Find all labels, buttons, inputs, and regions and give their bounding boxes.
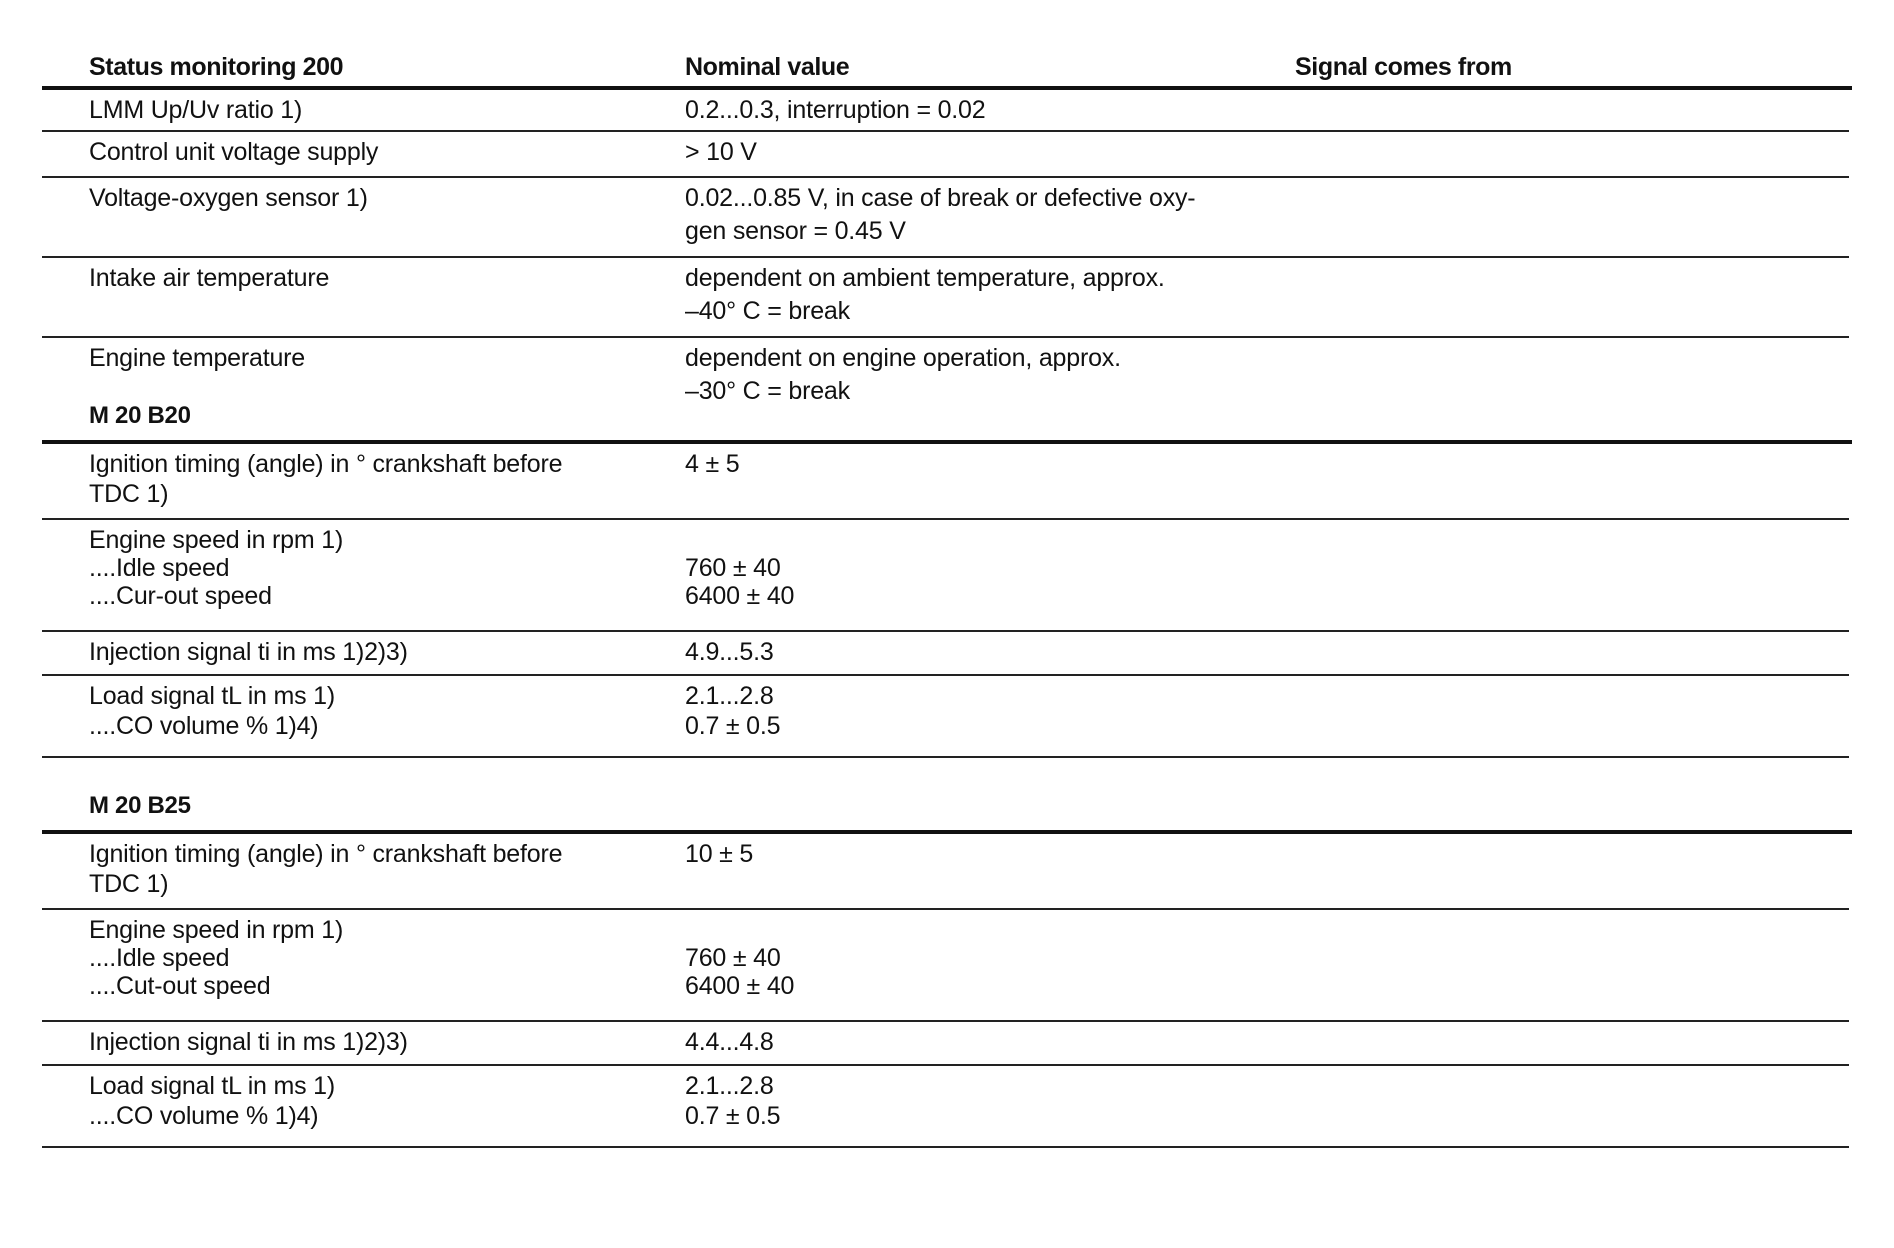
parameter-text: Engine speed in rpm 1) <box>89 916 344 944</box>
nominal-value-cell <box>685 524 1305 608</box>
parameter-text: Engine speed in rpm 1) <box>89 526 344 554</box>
nominal-value-text: 0.02...0.85 V, in case of break or defective oxy- <box>685 184 1196 212</box>
nominal-value-cell <box>685 680 1305 740</box>
parameter-text: ....CO volume % 1)4) <box>89 1102 319 1130</box>
parameter-text: LMM Up/Uv ratio 1) <box>89 96 303 124</box>
nominal-value-text: gen sensor = 0.45 V <box>685 217 906 245</box>
nominal-value-cell <box>685 914 1305 998</box>
nominal-value-text: dependent on ambient temperature, approx. <box>685 264 1165 292</box>
table-row <box>42 676 1852 756</box>
nominal-value-text <box>685 524 1305 552</box>
nominal-value-text: 0.2...0.3, interruption = 0.02 <box>685 96 986 124</box>
row-divider <box>42 1146 1849 1148</box>
nominal-value-cell <box>685 448 1305 478</box>
parameter-text: ....Cur-out speed <box>89 582 272 610</box>
parameter-cell <box>89 448 649 508</box>
status-monitoring-table <box>42 40 1852 1148</box>
section-title: M 20 B20 <box>89 402 191 429</box>
table-row <box>42 132 1852 176</box>
nominal-value-text: –40° C = break <box>685 297 850 325</box>
nominal-value-cell <box>685 838 1305 868</box>
table-row <box>42 834 1852 908</box>
parameter-text: Injection signal ti in ms 1)2)3) <box>89 638 408 666</box>
parameter-cell <box>89 524 649 608</box>
nominal-value-cell <box>685 262 1305 328</box>
parameter-cell <box>89 136 649 169</box>
nominal-value-text: –30° C = break <box>685 377 850 405</box>
nominal-value-cell <box>685 636 1305 666</box>
nominal-value-cell <box>685 182 1305 248</box>
nominal-value-text: 2.1...2.8 <box>685 682 774 710</box>
parameter-cell <box>89 342 649 375</box>
header-nominal-value: Nominal value <box>685 53 850 81</box>
nominal-value-cell <box>685 94 1305 127</box>
nominal-value-cell <box>685 1070 1305 1130</box>
parameter-cell <box>89 636 649 666</box>
table-header <box>42 40 1852 86</box>
nominal-value-text: 4.4...4.8 <box>685 1028 774 1056</box>
engine-sections <box>42 402 1852 1148</box>
table-row <box>42 444 1852 518</box>
parameter-cell <box>89 1070 649 1130</box>
table-row <box>42 90 1852 130</box>
section-heading-row <box>42 788 1852 830</box>
nominal-value-text: 0.7 ± 0.5 <box>685 712 781 740</box>
nominal-value-cell <box>685 136 1305 169</box>
section-heading-row <box>42 402 1852 440</box>
header-status-monitoring: Status monitoring 200 <box>89 53 344 81</box>
parameter-text: Engine temperature <box>89 344 305 372</box>
nominal-value-text: 4 ± 5 <box>685 450 740 478</box>
parameter-text: Control unit voltage supply <box>89 138 379 166</box>
table-row <box>42 520 1852 630</box>
general-rows <box>42 90 1852 405</box>
nominal-value-text <box>685 914 1305 942</box>
parameter-cell <box>89 94 649 127</box>
parameter-text: ....CO volume % 1)4) <box>89 712 319 740</box>
section-title: M 20 B25 <box>89 792 191 819</box>
parameter-text: Intake air temperature <box>89 264 330 292</box>
parameter-cell <box>89 838 649 898</box>
parameter-cell <box>89 262 649 295</box>
header-signal-source: Signal comes from <box>1295 53 1512 81</box>
nominal-value-text: 760 ± 40 <box>685 554 781 582</box>
nominal-value-text: 0.7 ± 0.5 <box>685 1102 781 1130</box>
parameter-cell <box>89 1026 649 1056</box>
table-row <box>42 632 1852 674</box>
nominal-value-cell <box>685 342 1305 408</box>
parameter-text: ....Idle speed <box>89 944 230 972</box>
nominal-value-cell <box>685 1026 1305 1056</box>
nominal-value-text: 6400 ± 40 <box>685 582 795 610</box>
table-row <box>42 178 1852 256</box>
parameter-text: Injection signal ti in ms 1)2)3) <box>89 1028 408 1056</box>
nominal-value-text: 6400 ± 40 <box>685 972 795 1000</box>
parameter-text: Ignition timing (angle) in ° crankshaft before <box>89 450 563 478</box>
table-row <box>42 338 1852 405</box>
parameter-text: TDC 1) <box>89 480 169 508</box>
nominal-value-text: dependent on engine operation, approx. <box>685 344 1121 372</box>
parameter-text: Load signal tL in ms 1) <box>89 1072 335 1100</box>
nominal-value-text: 2.1...2.8 <box>685 1072 774 1100</box>
nominal-value-text: > 10 V <box>685 138 757 166</box>
parameter-text: TDC 1) <box>89 870 169 898</box>
parameter-text: ....Cut-out speed <box>89 972 271 1000</box>
parameter-cell <box>89 182 649 215</box>
table-row <box>42 910 1852 1020</box>
parameter-text: Load signal tL in ms 1) <box>89 682 335 710</box>
table-row <box>42 258 1852 336</box>
parameter-text: Voltage-oxygen sensor 1) <box>89 184 368 212</box>
nominal-value-text: 4.9...5.3 <box>685 638 774 666</box>
parameter-cell <box>89 680 649 740</box>
nominal-value-text: 760 ± 40 <box>685 944 781 972</box>
parameter-text: ....Idle speed <box>89 554 230 582</box>
parameter-cell <box>89 914 649 998</box>
parameter-text: Ignition timing (angle) in ° crankshaft before <box>89 840 563 868</box>
nominal-value-text: 10 ± 5 <box>685 840 754 868</box>
table-row <box>42 1066 1852 1146</box>
table-row <box>42 1022 1852 1064</box>
